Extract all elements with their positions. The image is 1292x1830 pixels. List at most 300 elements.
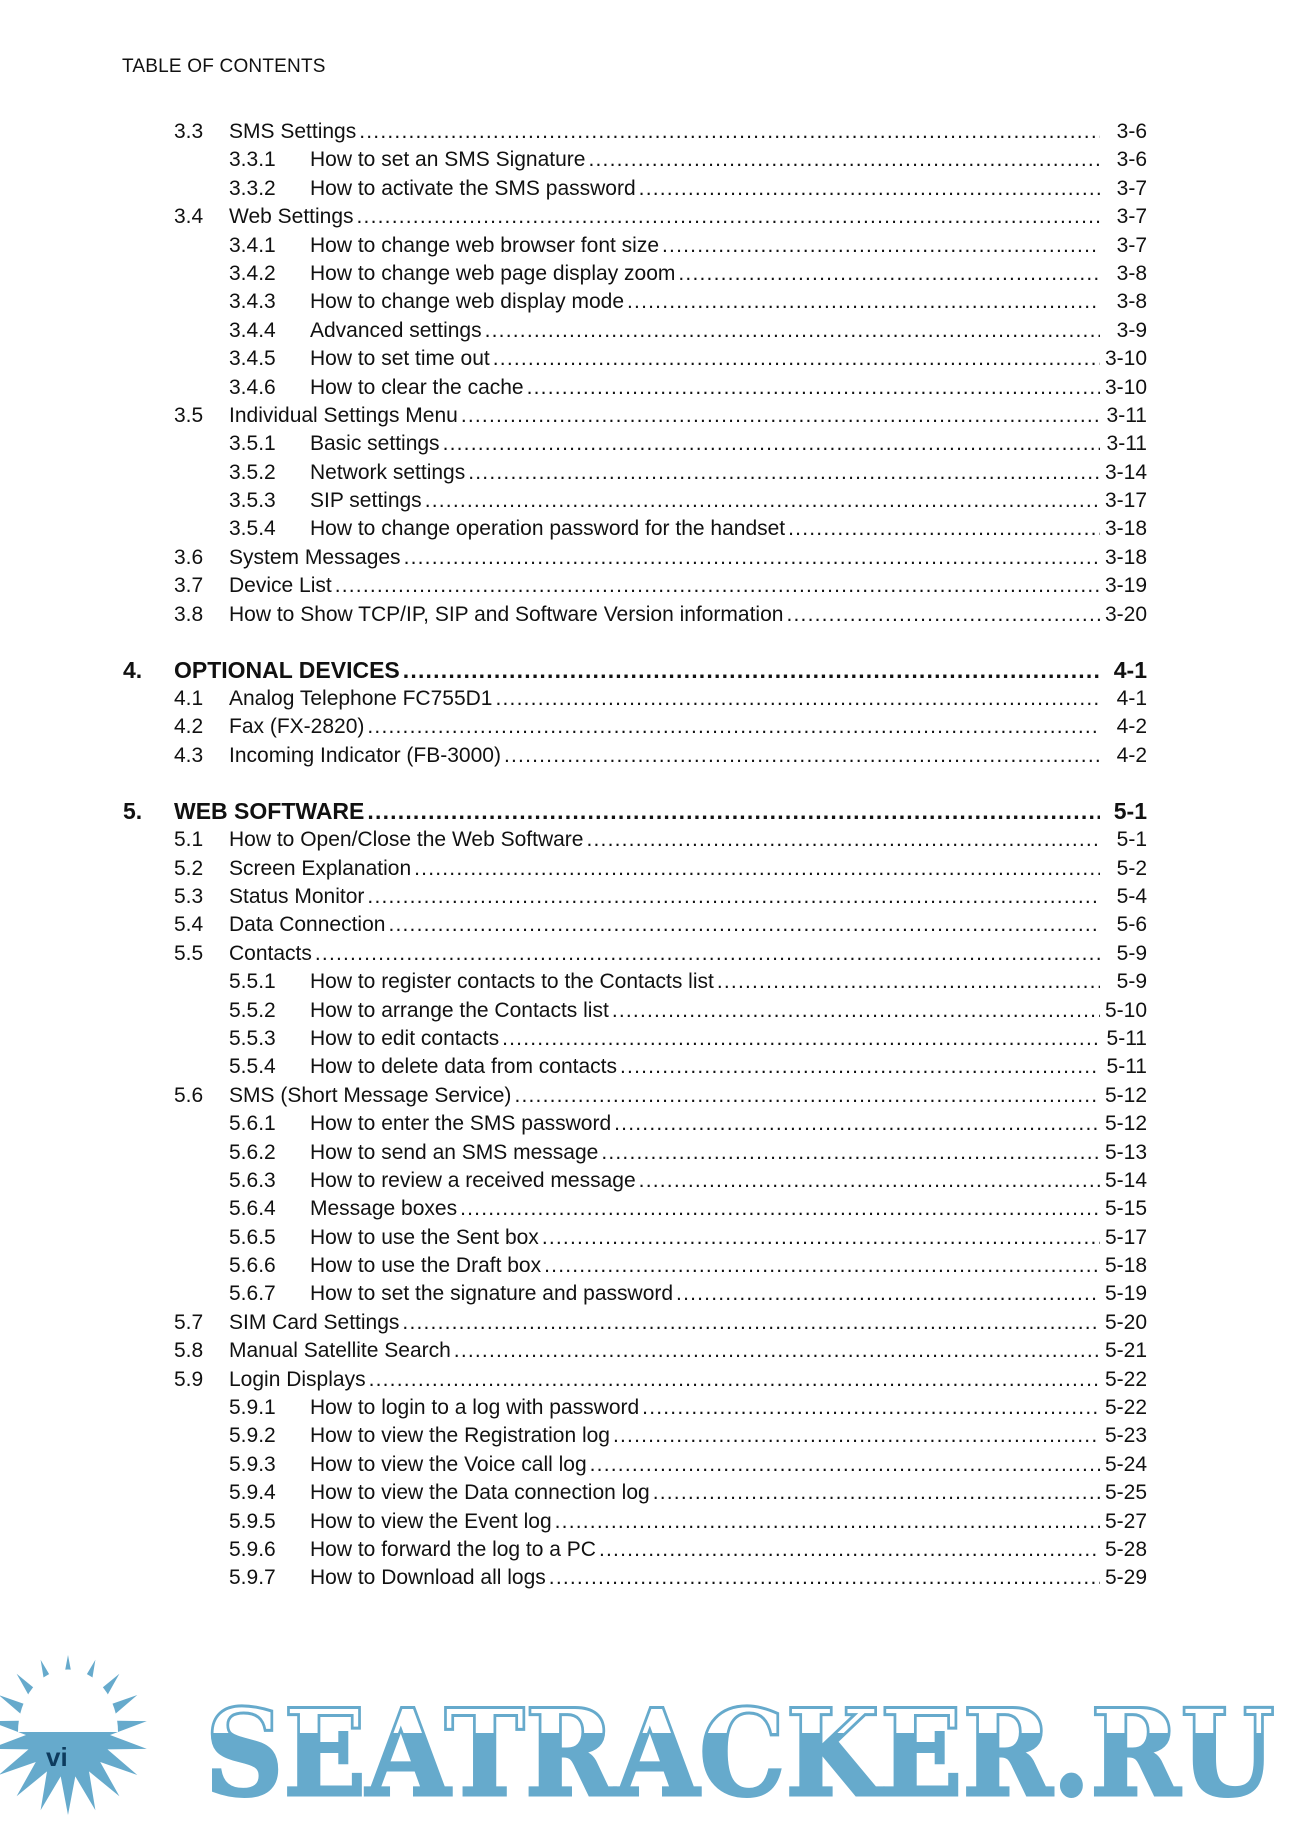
toc-number: 5.6.6 [229,1254,276,1278]
toc-page: 5-9 [1116,941,1147,965]
toc-page: 3-8 [1116,290,1147,314]
toc-leader [174,796,1100,826]
leader-dots [676,1280,1100,1308]
toc-title: How to clear the cache [310,375,524,399]
toc-leader [310,459,1100,487]
leader-dots [514,1082,1100,1110]
toc-entry[interactable] [0,968,1292,996]
toc-entry[interactable] [0,855,1292,883]
toc-leader [310,1479,1100,1507]
toc-number: 4.3 [174,743,204,767]
leader-dots [786,601,1100,629]
toc-entry[interactable] [0,1366,1292,1394]
toc-title: Contacts [229,941,312,965]
toc-number: 3.5.1 [229,432,276,456]
toc-page: 5-19 [1104,1282,1147,1306]
toc-number: 5.5 [174,941,204,965]
toc-number: 5.6.4 [229,1197,276,1221]
toc-title: How to view the Voice call log [310,1452,587,1476]
sun-icon [0,1655,147,1815]
toc-number: 3.5 [174,403,204,427]
leader-dots [555,1508,1100,1536]
toc-entry[interactable] [0,1280,1292,1308]
leader-dots [601,1139,1100,1167]
toc-page: 4-1 [1116,687,1147,711]
leader-dots [612,997,1100,1025]
toc-number: 5.9.4 [229,1481,276,1505]
toc-number: 3.8 [174,602,204,626]
toc-leader [310,288,1100,316]
toc-number: 3.4.5 [229,347,276,371]
toc-leader [174,655,1100,685]
toc-title: How to delete data from contacts [310,1055,617,1079]
toc-page: 5-11 [1106,1055,1147,1079]
toc-leader [310,260,1100,288]
leader-dots [359,118,1100,146]
toc-number: 4.2 [174,715,204,739]
toc-title: How to Open/Close the Web Software [229,828,584,852]
toc-page: 3-17 [1104,489,1147,513]
leader-dots [544,1252,1100,1280]
toc-title: SIP settings [310,489,422,513]
toc-page: 5-18 [1104,1254,1147,1278]
toc-title: Login Displays [229,1367,366,1391]
leader-dots [357,203,1100,231]
toc-entry[interactable] [0,1082,1292,1110]
toc-title: How to use the Sent box [310,1225,539,1249]
toc-page: 5-15 [1104,1197,1147,1221]
toc-number: 3.3.1 [229,148,276,172]
toc-leader [229,713,1100,741]
toc-number: 3.5.4 [229,517,276,541]
leader-dots [502,1025,1100,1053]
toc-title: Incoming Indicator (FB-3000) [229,743,501,767]
toc-page: 3-8 [1116,261,1147,285]
toc-page: 5-2 [1116,856,1147,880]
toc-entry[interactable] [0,826,1292,854]
toc-leader [229,118,1100,146]
toc-entry[interactable] [0,146,1292,174]
toc-title: Advanced settings [310,318,482,342]
toc-leader [310,487,1100,515]
toc-entry[interactable] [0,685,1292,713]
toc-leader [229,1082,1100,1110]
toc-title: Fax (FX-2820) [229,715,365,739]
toc-title: Message boxes [310,1197,458,1221]
toc-number: 5.9.5 [229,1509,276,1533]
toc-leader [229,1337,1100,1365]
page-number: vi [46,1742,68,1772]
toc-title: How to change operation password for the handset [310,517,786,541]
toc-leader [229,203,1100,231]
toc-page: 5-6 [1116,913,1147,937]
toc-title: SIM Card Settings [229,1310,400,1334]
watermark-text: SEATRACKER.RU [205,1683,1275,1824]
toc-title: How to activate the SMS password [310,176,636,200]
toc-entry[interactable] [0,1394,1292,1422]
page-header: TABLE OF CONTENTS [122,56,326,77]
toc-entry[interactable] [0,317,1292,345]
toc-page: 5-17 [1104,1225,1147,1249]
leader-dots [403,655,1100,685]
toc-title: How to login to a log with password [310,1396,640,1420]
toc-leader [229,685,1100,713]
leader-dots [495,685,1100,713]
toc-title: How to register contacts to the Contacts list [310,970,714,994]
toc-title: SMS (Short Message Service) [229,1083,512,1107]
toc-entry[interactable] [0,487,1292,515]
toc-entry[interactable] [0,940,1292,968]
toc-number: 5.5.4 [229,1055,276,1079]
toc-number: 5.6.1 [229,1112,276,1136]
toc-title: How to arrange the Contacts list [310,998,609,1022]
toc-page: 5-28 [1104,1537,1147,1561]
leader-dots [527,374,1100,402]
toc-page: 3-7 [1116,205,1147,229]
toc-page: 5-4 [1116,884,1147,908]
toc-title: OPTIONAL DEVICES [174,657,400,684]
toc-number: 3.5.2 [229,460,276,484]
toc-page: 5-12 [1104,1083,1147,1107]
toc-leader [310,1053,1100,1081]
toc-title: System Messages [229,545,401,569]
toc-title: WEB SOFTWARE [174,798,365,825]
leader-dots [414,855,1100,883]
leader-dots [639,175,1100,203]
toc-title: How to view the Registration log [310,1424,610,1448]
toc-entry[interactable] [0,742,1292,770]
toc-page: 5-10 [1104,998,1147,1022]
toc-page: 5-25 [1104,1481,1147,1505]
toc-number: 5.3 [174,884,204,908]
toc-page: 3-18 [1104,517,1147,541]
toc-entry[interactable] [0,288,1292,316]
leader-dots [388,911,1100,939]
toc-number: 4.1 [174,687,204,711]
leader-dots [425,487,1100,515]
leader-dots [542,1224,1100,1252]
toc-title: Data Connection [229,913,386,937]
toc-title: How to set time out [310,347,490,371]
toc-leader [229,911,1100,939]
toc-title: Basic settings [310,432,440,456]
toc-page: 5-9 [1116,970,1147,994]
toc-number: 5.5.3 [229,1026,276,1050]
toc-chapter[interactable] [0,796,1292,826]
toc-entry[interactable] [0,1422,1292,1450]
leader-dots [614,1110,1100,1138]
toc-number: 3.4 [174,205,204,229]
toc-page: 5-27 [1104,1509,1147,1533]
toc-page: 5-14 [1104,1168,1147,1192]
toc-title: How to Download all logs [310,1566,546,1590]
leader-dots [404,544,1100,572]
toc-number: 5.9.2 [229,1424,276,1448]
leader-dots [639,1167,1100,1195]
toc-entry[interactable] [0,883,1292,911]
toc-entry[interactable] [0,402,1292,430]
toc-entry[interactable] [0,1110,1292,1138]
toc-entry[interactable] [0,1195,1292,1223]
toc-leader [310,430,1100,458]
toc-title: How to view the Data connection log [310,1481,650,1505]
toc-page: 3-20 [1104,602,1147,626]
leader-dots [788,515,1100,543]
toc-page: 4-2 [1116,743,1147,767]
leader-dots [461,402,1100,430]
toc-page: 5-1 [1116,828,1147,852]
toc-entry[interactable] [0,1167,1292,1195]
toc-leader [310,1224,1100,1252]
leader-dots [653,1479,1100,1507]
toc-title: How to use the Draft box [310,1254,542,1278]
toc-page: 3-10 [1104,347,1147,371]
toc-title: How to view the Event log [310,1509,552,1533]
toc-entry[interactable] [0,118,1292,146]
toc-page: 4-2 [1116,715,1147,739]
toc-entry[interactable] [0,260,1292,288]
leader-dots [367,883,1100,911]
toc-page: 3-7 [1116,233,1147,257]
toc-entry[interactable] [0,1139,1292,1167]
leader-dots [468,459,1100,487]
toc-number: 3.4.6 [229,375,276,399]
toc-leader [310,345,1100,373]
toc-page: 3-10 [1104,375,1147,399]
leader-dots [586,826,1100,854]
toc-entry[interactable] [0,544,1292,572]
toc-title: How to enter the SMS password [310,1112,612,1136]
toc-leader [310,1167,1100,1195]
leader-dots [590,1451,1100,1479]
toc-title: How to change web page display zoom [310,261,676,285]
toc-leader [229,544,1100,572]
leader-dots [717,968,1100,996]
leader-dots [315,940,1100,968]
toc-chapter[interactable] [0,655,1292,685]
toc-entry[interactable] [0,1252,1292,1280]
toc-leader [310,1394,1100,1422]
toc-number: 5.4 [174,913,204,937]
toc-page: 5-11 [1106,1026,1147,1050]
toc-entry[interactable] [0,1025,1292,1053]
leader-dots [443,430,1100,458]
leader-dots [367,713,1100,741]
toc-page: 3-14 [1104,460,1147,484]
toc-leader [310,1564,1100,1592]
toc-title: Manual Satellite Search [229,1339,451,1363]
toc-title: How to Show TCP/IP, SIP and Software Version information [229,602,784,626]
toc-entry[interactable] [0,1224,1292,1252]
toc-number: 5.6.7 [229,1282,276,1306]
toc-number: 3.4.3 [229,290,276,314]
toc-leader [229,1366,1100,1394]
toc-leader [229,742,1100,770]
toc-leader [310,1280,1100,1308]
leader-dots [369,1366,1100,1394]
toc-number: 5.6.2 [229,1140,276,1164]
leader-dots [504,742,1100,770]
toc-number: 4. [123,657,143,684]
toc-number: 5.7 [174,1310,204,1334]
leader-dots [662,232,1100,260]
toc-leader [310,1025,1100,1053]
toc-title: How to review a received message [310,1168,636,1192]
table-of-contents [0,118,1292,1593]
toc-number: 3.4.4 [229,318,276,342]
toc-leader [229,601,1100,629]
toc-number: 3.7 [174,574,204,598]
toc-entry[interactable] [0,911,1292,939]
toc-leader [310,515,1100,543]
toc-page: 4-1 [1113,657,1147,684]
toc-entry[interactable] [0,997,1292,1025]
toc-title: How to change web display mode [310,290,625,314]
toc-page: 3-11 [1106,403,1147,427]
leader-dots [642,1394,1100,1422]
toc-page: 5-29 [1104,1566,1147,1590]
toc-entry[interactable] [0,1536,1292,1564]
toc-number: 3.4.1 [229,233,276,257]
toc-entry[interactable] [0,1564,1292,1592]
toc-page: 5-20 [1104,1310,1147,1334]
toc-page: 5-13 [1104,1140,1147,1164]
toc-title: Network settings [310,460,466,484]
toc-number: 5.9.1 [229,1396,276,1420]
leader-dots [454,1337,1100,1365]
toc-page: 5-22 [1104,1367,1147,1391]
toc-entry[interactable] [0,203,1292,231]
leader-dots [402,1309,1100,1337]
toc-number: 5. [123,798,143,825]
toc-page: 3-7 [1116,176,1147,200]
toc-entry[interactable] [0,1337,1292,1365]
toc-page: 3-9 [1116,318,1147,342]
toc-entry[interactable] [0,1053,1292,1081]
toc-title: Status Monitor [229,884,365,908]
toc-number: 5.9.6 [229,1537,276,1561]
toc-number: 5.5.2 [229,998,276,1022]
leader-dots [485,317,1100,345]
toc-number: 3.3.2 [229,176,276,200]
toc-entry[interactable] [0,572,1292,600]
toc-leader [310,1139,1100,1167]
toc-entry[interactable] [0,232,1292,260]
toc-leader [310,1110,1100,1138]
toc-title: How to change web browser font size [310,233,660,257]
toc-entry[interactable] [0,1508,1292,1536]
toc-title: How to forward the log to a PC [310,1537,596,1561]
toc-page: 5-24 [1104,1452,1147,1476]
toc-title: How to set an SMS Signature [310,148,586,172]
toc-title: SMS Settings [229,120,357,143]
leader-dots [588,146,1100,174]
toc-number: 5.9.3 [229,1452,276,1476]
leader-dots [599,1536,1100,1564]
toc-entry[interactable] [0,601,1292,629]
toc-number: 3.4.2 [229,261,276,285]
toc-title: Individual Settings Menu [229,403,458,427]
toc-title: Screen Explanation [229,856,412,880]
toc-page: 5-23 [1104,1424,1147,1448]
leader-dots [460,1195,1100,1223]
toc-entry[interactable] [0,713,1292,741]
toc-page: 5-22 [1104,1396,1147,1420]
toc-leader [229,1309,1100,1337]
toc-number: 5.5.1 [229,970,276,994]
toc-number: 3.5.3 [229,489,276,513]
toc-leader [310,1195,1100,1223]
toc-leader [310,1252,1100,1280]
toc-page: 5-21 [1104,1339,1147,1363]
toc-leader [310,1508,1100,1536]
toc-entry[interactable] [0,345,1292,373]
toc-page: 3-6 [1116,148,1147,172]
toc-number: 5.6 [174,1083,204,1107]
toc-number: 5.1 [174,828,204,852]
toc-entry[interactable] [0,515,1292,543]
toc-page: 3-19 [1104,574,1147,598]
leader-dots [367,796,1100,826]
toc-leader [310,317,1100,345]
toc-leader [310,146,1100,174]
toc-leader [229,402,1100,430]
toc-entry[interactable] [0,430,1292,458]
toc-title: How to edit contacts [310,1026,500,1050]
toc-title: Analog Telephone FC755D1 [229,687,493,711]
toc-number: 5.9.7 [229,1566,276,1590]
toc-page: 5-12 [1104,1112,1147,1136]
toc-number: 5.6.5 [229,1225,276,1249]
toc-entry[interactable] [0,374,1292,402]
toc-leader [310,968,1100,996]
toc-number: 5.9 [174,1367,204,1391]
leader-dots [335,572,1100,600]
toc-leader [229,572,1100,600]
toc-number: 5.8 [174,1339,204,1363]
leader-dots [620,1053,1100,1081]
leader-dots [613,1422,1100,1450]
toc-leader [229,855,1100,883]
watermark-logo [0,1640,1292,1830]
toc-entry[interactable] [0,175,1292,203]
toc-number: 5.6.3 [229,1168,276,1192]
toc-leader [310,1451,1100,1479]
toc-entry[interactable] [0,1479,1292,1507]
toc-entry[interactable] [0,1451,1292,1479]
toc-number: 5.2 [174,856,204,880]
toc-title: Web Settings [229,205,354,229]
toc-leader [310,374,1100,402]
toc-leader [310,1422,1100,1450]
leader-dots [549,1564,1100,1592]
toc-page: 3-6 [1116,120,1147,143]
toc-page: 3-11 [1106,432,1147,456]
toc-leader [310,175,1100,203]
toc-page: 5-1 [1113,798,1147,825]
toc-leader [310,997,1100,1025]
toc-title: How to send an SMS message [310,1140,599,1164]
toc-leader [310,232,1100,260]
leader-dots [627,288,1100,316]
toc-title: Device List [229,574,332,598]
leader-dots [493,345,1100,373]
leader-dots [678,260,1100,288]
toc-number: 3.3 [174,120,204,143]
toc-leader [229,826,1100,854]
toc-entry[interactable] [0,459,1292,487]
toc-entry[interactable] [0,1309,1292,1337]
